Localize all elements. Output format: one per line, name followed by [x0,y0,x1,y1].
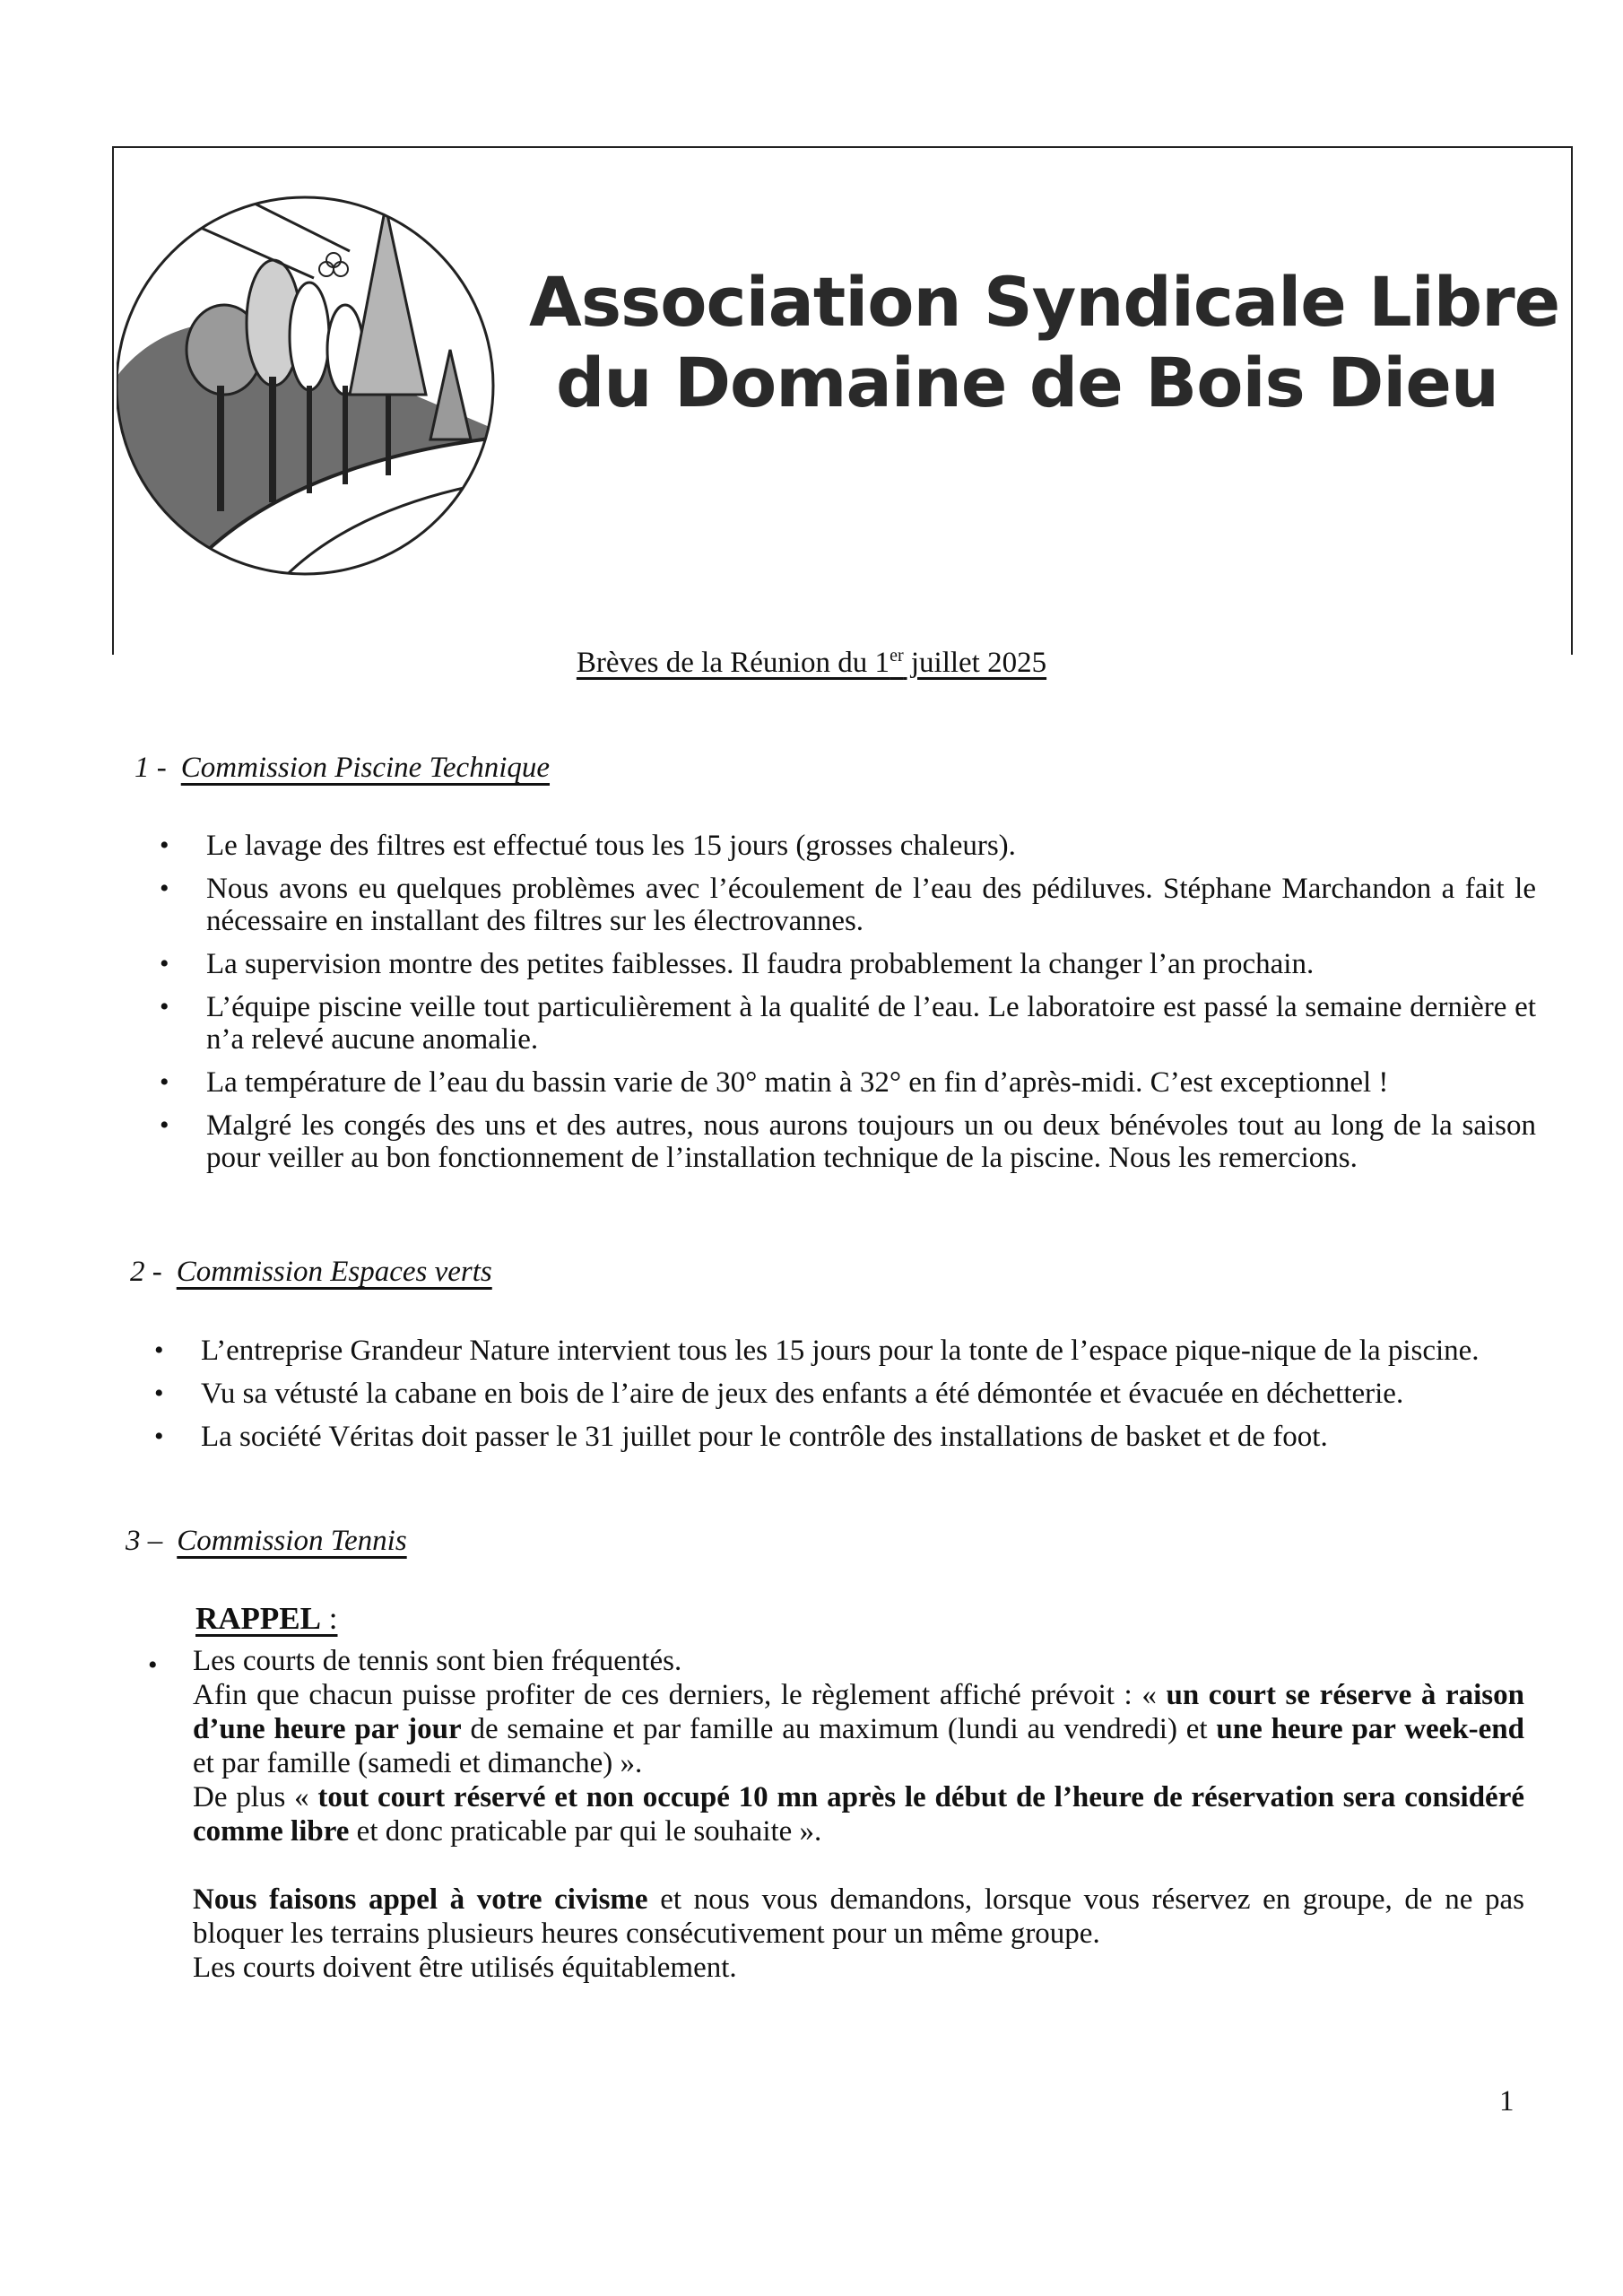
section-name: Commission Piscine Technique [180,752,551,784]
tennis-paragraph-3 [193,1780,1524,1848]
section-number: 2 - [130,1256,162,1288]
tennis-p3-text: De plus « [193,1781,318,1813]
section-heading-tennis [126,1525,407,1558]
list-item [160,1066,1536,1099]
tennis-p2-bold: une heure par week-end [1216,1713,1525,1745]
section-number: 1 - [135,752,167,784]
list-item [154,1378,1535,1410]
tennis-p2-text: Afin que chacun puisse profiter de ces derniers, le règlement affiché prévoit : « [193,1679,1167,1711]
section-name: Commission Tennis [177,1525,407,1557]
bullet-icon: • [154,1378,164,1408]
bullet-icon: • [160,1110,169,1140]
bullet-icon: • [160,831,169,860]
section-name: Commission Espaces verts [176,1256,492,1288]
section-heading-piscine [135,752,550,785]
organization-name-line-1: Association Syndicale Libre [529,262,1560,342]
list-item-text: Nous avons eu quelques problèmes avec l’écoulement de l’eau des pédiluves. Stéphane Marchandon a fait le nécessaire en installant des filtres sur les électrovannes. [206,873,1536,937]
tennis-p2-bold: un court se réserve à raison d’une heure par jour [193,1679,1525,1745]
list-item-text: L’équipe piscine veille tout particulièrement à la qualité de l’eau. Le laboratoire est passé la semaine dernière et n’a relevé aucune anomalie. [206,991,1536,1056]
list-item-text: L’entreprise Grandeur Nature intervient tous les 15 jours pour la tonte de l’espace pique-nique de la piscine. [201,1335,1480,1367]
section-heading-espaces-verts [130,1256,492,1289]
title-text-after: juillet 2025 [903,647,1047,679]
tennis-p3-bold: tout court réservé et non occupé 10 mn après le début de l’heure de réservation sera considéré comme libre [193,1781,1524,1848]
tennis-text-block [193,1644,1524,1985]
page-number: 1 [1499,2085,1515,2118]
title-superscript: er [890,646,904,665]
document-title-text [577,647,1046,679]
rappel-colon: : [321,1601,338,1636]
list-item [154,1335,1535,1367]
tennis-paragraph-4 [193,1883,1524,1951]
tennis-paragraph-2 [193,1678,1524,1780]
list-item [160,873,1536,937]
list-item [160,948,1536,980]
section-number: 3 – [126,1525,163,1557]
landscape-logo-icon [117,170,583,619]
list-item [154,1421,1535,1453]
rappel-heading [195,1601,337,1637]
tennis-p3-text: et donc praticable par qui le souhaite ». [349,1815,822,1848]
list-item [160,830,1536,862]
bullet-icon: • [160,949,169,978]
organization-name-line-2: du Domaine de Bois Dieu [556,343,1498,422]
bullet-icon: • [160,992,169,1022]
tennis-p1-text: Les courts de tennis sont bien fréquentés. [193,1645,682,1677]
list-item-text: La société Véritas doit passer le 31 juillet pour le contrôle des installations de basket et de foot. [201,1421,1328,1453]
document-title [0,646,1623,680]
list-item-text: La supervision montre des petites faiblesses. Il faudra probablement la changer l’an prochain. [206,948,1315,980]
tennis-p2-text: de semaine et par famille au maximum (lundi au vendredi) et [461,1713,1217,1745]
tennis-paragraph-1 [193,1644,1524,1678]
bullet-icon: • [148,1650,158,1680]
list-item-text: Le lavage des filtres est effectué tous les 15 jours (grosses chaleurs). [206,830,1016,862]
bullet-icon: • [154,1422,164,1451]
list-item [160,991,1536,1056]
tennis-paragraph-5 [193,1951,1524,1985]
paragraph-spacer [193,1848,1524,1883]
bullet-icon: • [160,1067,169,1097]
list-item [160,1109,1536,1174]
list-item-text: La température de l’eau du bassin varie de 30° matin à 32° en fin d’après-midi. C’est exceptionnel ! [206,1066,1389,1099]
tennis-p4-bold: Nous faisons appel à votre civisme [193,1883,648,1916]
organization-name [529,262,1587,423]
bullet-icon: • [154,1335,164,1365]
bullet-icon: • [160,874,169,903]
list-item-text: Malgré les congés des uns et des autres, nous aurons toujours un ou deux bénévoles tout au long de la saison pour veiller au bon fonctionnement de l’installation technique de la piscine. Nous les remercions. [206,1109,1536,1174]
rappel-label: RAPPEL [195,1601,321,1636]
piscine-items-list [160,830,1536,1185]
title-text-before: Brèves de la Réunion du 1 [576,647,890,679]
tennis-p5-text: Les courts doivent être utilisés équitablement. [193,1952,737,1984]
tennis-p4-text: et nous vous demandons, lorsque vous réservez en groupe, de ne pas bloquer les terrains plusieurs heures consécutivement pour un même groupe. [193,1883,1524,1950]
list-item-text: Vu sa vétusté la cabane en bois de l’aire de jeux des enfants a été démontée et évacuée en déchetterie. [201,1378,1404,1410]
espaces-verts-items-list [154,1335,1535,1464]
tennis-p2-text: et par famille (samedi et dimanche) ». [193,1747,643,1779]
